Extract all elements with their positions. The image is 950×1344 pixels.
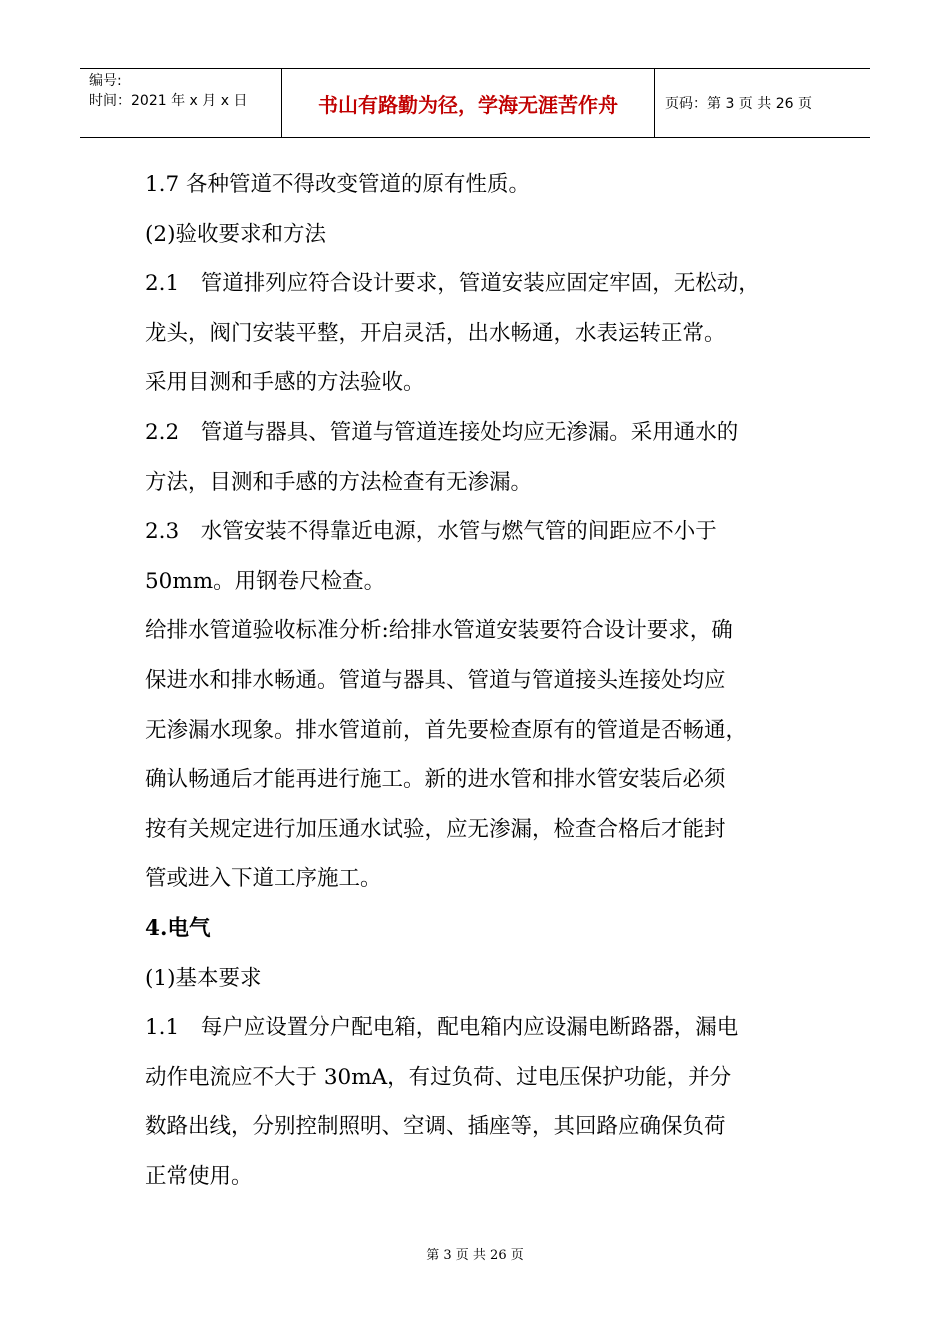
header-motto: 书山有路勤为径，学海无涯苦作舟 xyxy=(318,92,618,117)
body-line: 正常使用。 xyxy=(145,1163,253,1189)
section-heading: (2)验收要求和方法 xyxy=(145,221,326,247)
body-line: 数路出线，分别控制照明、空调、插座等，其回路应确保负荷 xyxy=(145,1114,726,1140)
body-line: 无渗漏水现象。排水管道前，首先要检查原有的管道是否畅通， xyxy=(145,717,748,743)
document-number-label: 编号: xyxy=(89,73,122,89)
body-line: 确认畅通后才能再进行施工。新的进水管和排水管安装后必须 xyxy=(145,767,726,793)
body-line: 龙头，阀门安装平整，开启灵活，出水畅通，水表运转正常。 xyxy=(145,320,726,346)
body-line: 方法，目测和手感的方法检查有无渗漏。 xyxy=(145,469,533,495)
body-line: 管或进入下道工序施工。 xyxy=(145,866,382,892)
body-line: 2.1 管道排列应符合设计要求，管道安装应固定牢固，无松动， xyxy=(145,271,760,297)
body-line: 2.2 管道与器具、管道与管道连接处均应无渗漏。采用通水的 xyxy=(145,419,739,445)
body-line: 1.7 各种管道不得改变管道的原有性质。 xyxy=(145,172,531,197)
body-line: 给排水管道验收标准分析:给排水管道安装要符合设计要求，确 xyxy=(145,618,733,644)
section-heading-bold: 4.电气 xyxy=(145,915,211,941)
header-divider xyxy=(654,69,655,137)
document-date: 时间：2021 年 x 月 x 日 xyxy=(89,93,248,109)
body-line: 采用目测和手感的方法验收。 xyxy=(145,370,425,396)
body-line: 50mm。用钢卷尺检查。 xyxy=(145,568,386,594)
body-line: 动作电流应不大于 30mA，有过负荷、过电压保护功能，并分 xyxy=(145,1064,732,1090)
page-footer: 第 3 页 共 26 页 xyxy=(426,1248,524,1263)
document-header xyxy=(80,68,870,138)
body-line: 2.3 水管安装不得靠近电源，水管与燃气管的间距应不小于 xyxy=(145,519,717,545)
header-meta xyxy=(89,71,279,111)
header-page-number: 页码：第 3 页 共 26 页 xyxy=(665,96,812,112)
body-line: 1.1 每户应设置分户配电箱，配电箱内应设漏电断路器，漏电 xyxy=(145,1015,739,1041)
document-body xyxy=(145,160,825,1201)
section-heading: (1)基本要求 xyxy=(145,965,262,991)
body-line: 保进水和排水畅通。管道与器具、管道与管道接头连接处均应 xyxy=(145,667,726,693)
body-line: 按有关规定进行加压通水试验，应无渗漏，检查合格后才能封 xyxy=(145,816,726,842)
